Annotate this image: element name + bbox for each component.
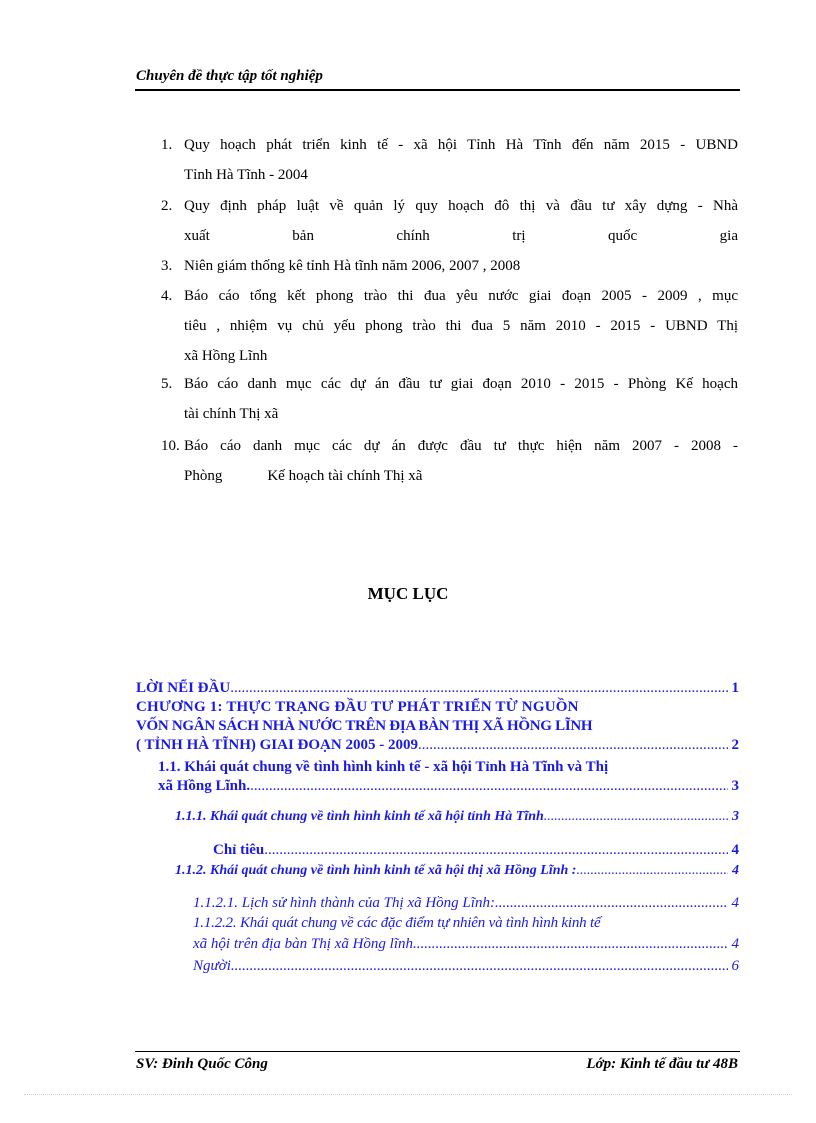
reference-line: Niên giám thống kê tỉnh Hà tĩnh năm 2006, 2007 , 2008 [184,258,521,274]
reference-line: Báo cáo danh mục các dự án đầu tư giai đoạn 2010 - 2015 - Phòng Kế hoạch [184,376,738,392]
reference-number: 4. [161,288,173,304]
leader-dots [413,935,728,953]
reference-number: 1. [161,137,173,153]
reference-line: xã Hồng Lĩnh [184,348,268,364]
page-edge-divider [24,1094,792,1095]
reference-line: tài chính Thị xã [184,406,279,422]
reference-line: Báo cáo danh mục các dự án được đầu tư thực hiện năm 2007 - 2008 - [184,438,738,454]
toc-entry-label: VỐN NGÂN SÁCH NHÀ NƯỚC TRÊN ĐỊA BÀN THỊ XÃ HỒNG LĨNH [136,718,593,734]
toc-entry-label: xã hội trên địa bàn Thị xã Hồng lĩnh [193,936,413,952]
toc-entry-label: xã Hồng Lĩnh. [158,778,251,794]
toc-entry-intro[interactable] [136,679,739,697]
toc-entry-1-1-2-1[interactable] [193,894,739,912]
toc-entry-label: 1.1.2.2. Khái quát chung về các đặc điểm tự nhiên và tình hình kinh tế [193,915,601,931]
toc-page-number: 4 [731,936,739,952]
toc-entry-label: ( TỈNH HÀ TĨNH) GIAI ĐOẠN 2005 - 2009 [136,737,418,753]
toc-page-number: 3 [731,778,739,794]
reference-number: 5. [161,376,173,392]
running-header: Chuyên đề thực tập tốt nghiệp [136,68,323,84]
reference-line: tiêu , nhiệm vụ chủ yếu phong trào thi đua 5 năm 2010 - 2015 - UBND Thị [184,318,738,334]
toc-entry-1-1[interactable] [158,758,739,776]
reference-line: Báo cáo tổng kết phong trào thi đua yêu nước giai đoạn 2005 - 2009 , mục [184,288,738,304]
toc-entry-1-1[interactable] [158,777,739,795]
footer-student: SV: Đinh Quốc Công [136,1056,268,1072]
toc-entry-label: CHƯƠNG 1: THỰC TRẠNG ĐẦU TƯ PHÁT TRIỂN TỪ NGUỒN [136,699,579,715]
leader-dots [576,862,728,880]
toc-entry-label: Người [193,958,231,974]
toc-page-number: 4 [731,895,739,911]
toc-page-number: 4 [732,863,739,878]
toc-page-number: 2 [731,737,739,753]
reference-line: xuất bản chính trị quốc gia [184,228,738,244]
reference-number: 10. [161,438,180,454]
leader-dots [231,957,728,975]
toc-entry-1-1-2-2[interactable] [193,914,739,932]
toc-page-number: 6 [731,958,739,974]
toc-entry-1-1-1[interactable] [175,808,739,826]
toc-entry-chapter-1[interactable] [136,736,739,754]
toc-entry-chapter-1[interactable] [136,698,739,716]
toc-page-number: 4 [731,842,739,858]
footer-rule [135,1051,740,1052]
toc-page-number: 1 [731,680,739,696]
toc-entry-1-1-2[interactable] [175,862,739,880]
toc-entry-nguoi[interactable] [193,957,739,975]
toc-entry-chi-tieu[interactable] [213,841,739,859]
toc-entry-label: 1.1.2.1. Lịch sử hình thành của Thị xã Hồng Lĩnh: [193,895,495,911]
reference-number: 2. [161,198,173,214]
leader-dots [495,894,728,912]
reference-line: Tỉnh Hà Tĩnh - 2004 [184,167,308,183]
reference-line: Quy định pháp luật về quản lý quy hoạch đô thị và đầu tư xây dựng - Nhà [184,198,738,214]
toc-entry-chapter-1[interactable] [136,717,739,735]
toc-title: MỤC LỤC [367,584,449,603]
reference-line: Phòng Kế hoạch tài chính Thị xã [184,468,423,484]
leader-dots [418,736,728,754]
leader-dots [544,808,728,826]
leader-dots [264,841,727,859]
reference-line: Quy hoạch phát triển kinh tế - xã hội Tỉnh Hà Tĩnh đến năm 2015 - UBND [184,137,738,153]
leader-dots [230,679,727,697]
reference-number: 3. [161,258,173,274]
footer-class: Lớp: Kinh tế đầu tư 48B [586,1056,738,1072]
toc-entry-1-1-2-2[interactable] [193,935,739,953]
header-rule [135,89,740,91]
toc-entry-label: Chỉ tiêu [213,842,265,858]
toc-entry-label: 1.1.1. Khái quát chung về tình hình kinh tế xã hội tỉnh Hà Tĩnh [175,809,544,824]
toc-entry-label: LỜI NỂI ĐẦU [136,680,231,696]
toc-entry-label: 1.1. Khái quát chung về tình hình kinh tế - xã hội Tỉnh Hà Tĩnh và Thị [158,759,609,775]
toc-entry-label: 1.1.2. Khái quát chung về tình hình kinh tế xã hội thị xã Hồng Lĩnh : [175,863,577,878]
toc-page-number: 3 [732,809,739,824]
leader-dots [250,777,727,795]
